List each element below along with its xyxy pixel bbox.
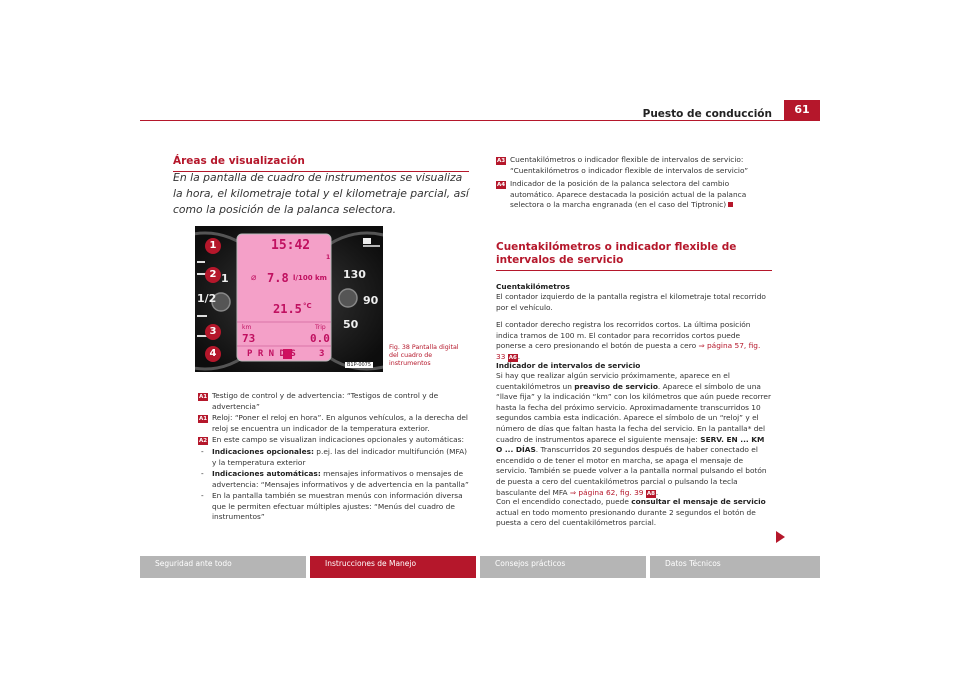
service-bold-preaviso: preaviso de servicio: [574, 381, 658, 391]
callout-3: 3: [205, 324, 221, 340]
gear-selector-readout: P R N D S: [247, 349, 296, 359]
temperature-unit: °C: [303, 302, 312, 310]
footer-tab-datos[interactable]: Datos Técnicos: [650, 556, 820, 578]
section-heading-areas: Áreas de visualización: [173, 155, 469, 172]
scale-label-90: 90: [363, 294, 379, 307]
consumption-icon: ⌀: [251, 273, 257, 283]
scale-label-130: 130: [343, 268, 366, 281]
display-unit-1: 1: [326, 254, 331, 261]
item-badge-a1: A1: [198, 394, 208, 400]
bullet-menus: En la pantalla también se muestran menús con información diversa que le permiten efectuar múltiples ajustes: “Menús del cuadro de instrumentos”: [212, 491, 463, 522]
consumption-unit: l/100 km: [293, 274, 327, 282]
clock-readout: 15:42: [271, 238, 311, 253]
paragraph-service: Si hay que realizar algún servicio próximamente, aparece en el cuentakilómetros un preaviso de servicio. Aparece el símbolo de una “llave fija” y la indicación “km” con los kilómetros que aún puede recorrer hasta la fecha del próximo servicio. Aproximadamente transcurridos 10 segundos cambia esta indicación. Aparece el símbolo de un “reloj” y el número de días que faltan hasta la fecha del servicio. En la pantalla* del cuadro de instrumentos aparece el siguiente mensaje: SERV. EN ... KM O ... DÍAS. Transcurridos 20 segundos después de haber conectado el encendido o de tener el motor en marcha, se apaga el mensaje de servicio. También se puede volver a la pantalla normal pulsando el botón de puesta a cero del cuentakilómetros parcial o pulsando la tecla basculante del MFA ⇒ página 62, fig. 39 A8.: [496, 371, 771, 497]
item-text-selector: [510, 179, 772, 211]
bullet-automatic-text: mensajes informativos o mensajes de advertencia: “Mensajes informativos y de advertencia en la pantalla”: [212, 469, 469, 489]
page-number: 61: [784, 100, 820, 120]
instrument-cluster-figure: [195, 226, 383, 372]
consult-text-a: Con el encendido conectado, puede: [496, 497, 632, 506]
callout-1: 1: [205, 238, 221, 254]
odometer-value: 73: [242, 332, 256, 345]
figure-code: B1P-0075: [347, 362, 372, 368]
badge-a8: A8: [646, 490, 655, 497]
paragraph-trip: El contador derecho registra los recorridos cortos. La última posición indica tramos de 100 m. El contador para recorridos cortos puede ponerse a cero presionando el botón de puesta a cero ⇒ página 57, fig. 33 A6.: [496, 320, 761, 361]
item-badge-a3: A3: [496, 158, 506, 164]
footer-tab-seguridad[interactable]: Seguridad ante todo: [140, 556, 306, 578]
bullet-dash: -: [201, 491, 204, 500]
paragraph-trip-text: El contador derecho registra los recorridos cortos. La última posición indica tramos de 100 m. El contador para recorridos cortos puede ponerse a cero presionando el botón de puesta a cero: [496, 320, 751, 351]
page-header-title: Puesto de conducción: [642, 108, 772, 120]
paragraph-consult: [496, 497, 772, 529]
trip-label: Trip: [315, 324, 326, 331]
bullet-automatic: [212, 469, 469, 490]
subheading-service: Indicador de intervalos de servicio: [496, 361, 641, 370]
item-text-clock: Reloj: “Poner el reloj en hora”. En algunos vehículos, a la derecha del reloj se encuentra un indicador de la temperatura exterior.: [212, 413, 468, 433]
intro-text: En la pantalla de cuadro de instrumentos se visualiza la hora, el kilometraje total y el kilometraje parcial, así como la posición de la palanca selectora.: [173, 171, 469, 216]
footer-tab-consejos[interactable]: Consejos prácticos: [480, 556, 646, 578]
scale-label-one: 1: [221, 272, 229, 285]
item-text-selector-body: Indicador de la posición de la palanca selectora del cambio automático. Aparece destacada la posición actual de la palanca selectora o la marcha engranada (en el caso del Tiptronic): [510, 179, 747, 210]
link-page-57[interactable]: ⇒ página 57, fig. 33: [496, 341, 761, 361]
scale-label-50: 50: [343, 318, 359, 331]
header-rule: [140, 120, 820, 121]
end-mark-icon: [728, 202, 733, 207]
bullet-dash: -: [201, 447, 204, 456]
badge-a6: A6: [508, 354, 517, 361]
consumption-value: 7.8: [267, 271, 289, 285]
odometer-label: km: [242, 324, 252, 331]
bullet-dash: -: [201, 469, 204, 478]
item-text-warning: Testigo de control y de advertencia: “Testigos de control y de advertencia”: [212, 391, 439, 411]
item-badge-a4: A4: [496, 182, 506, 188]
figure-caption: Fig. 38 Pantalla digital del cuadro de instrumentos: [389, 344, 459, 367]
service-bold-message: SERV. EN ... KM O ... DÍAS: [496, 434, 765, 455]
subheading-odometer: Cuentakilómetros: [496, 282, 570, 291]
callout-2: 2: [205, 267, 221, 283]
link-page-62[interactable]: ⇒ página 62, fig. 39: [569, 487, 644, 497]
item-badge-a2: A2: [198, 438, 208, 444]
item-text-field: En este campo se visualizan indicaciones opcionales y automáticas:: [212, 435, 465, 444]
item-badge-a1-clock: A1: [198, 416, 208, 422]
section-heading-odometer: Cuentakilómetros o indicador flexible de intervalos de servicio: [496, 241, 772, 271]
callout-4: 4: [205, 346, 221, 362]
bullet-optional-text: p.ej. las del indicador multifunción (MFA) y la temperatura exterior: [212, 447, 468, 467]
gear-number: 3: [319, 349, 325, 359]
service-text-b: . Aparece el símbolo de una “llave fija” y la indicación “km” con los kilómetros que aún puede recorrer hasta la fecha del próximo servicio. Aproximadamente transcurridos 10 segundos cambia esta indicación. Aparece el símbolo de un “reloj” y el número de días que faltan hasta la fecha del servicio. En la pantalla* del cuadro de instrumentos aparece el siguiente mensaje:: [496, 381, 771, 444]
footer-tab-instrucciones[interactable]: Instrucciones de Manejo: [310, 556, 476, 578]
bullet-automatic-label: Indicaciones automáticas:: [212, 469, 321, 478]
scale-label-half: 1/2: [197, 292, 217, 305]
service-text-a: Si hay que realizar algún servicio próximamente, aparece en el cuentakilómetros un: [496, 371, 730, 391]
consult-bold: consultar el mensaje de servicio: [631, 497, 766, 506]
bullet-optional-label: Indicaciones opcionales:: [212, 447, 314, 456]
service-text-c: . Transcurridos 20 segundos después de haber conectado el encendido o de tener el motor en marcha, se apaga el mensaje de servicio. También se puede volver a la pantalla normal pulsando el botón de puesta a cero del cuentakilómetros parcial o pulsando la tecla basculante del MFA: [496, 445, 767, 497]
item-text-odometer: Cuentakilómetros o indicador flexible de intervalos de servicio: “Cuentakilómetros o indicador flexible de intervalos de servicio”: [510, 155, 749, 175]
trip-value: 0.0: [310, 332, 330, 345]
bullet-optional: [212, 447, 469, 468]
next-page-arrow-icon[interactable]: [776, 531, 785, 543]
temperature-value: 21.5: [273, 302, 302, 316]
paragraph-odometer: El contador izquierdo de la pantalla registra el kilometraje total recorrido por el vehículo.: [496, 292, 766, 312]
consult-text-b: actual en todo momento presionando durante 2 segundos el botón de puesta a cero del cuentakilómetros parcial.: [496, 507, 756, 528]
